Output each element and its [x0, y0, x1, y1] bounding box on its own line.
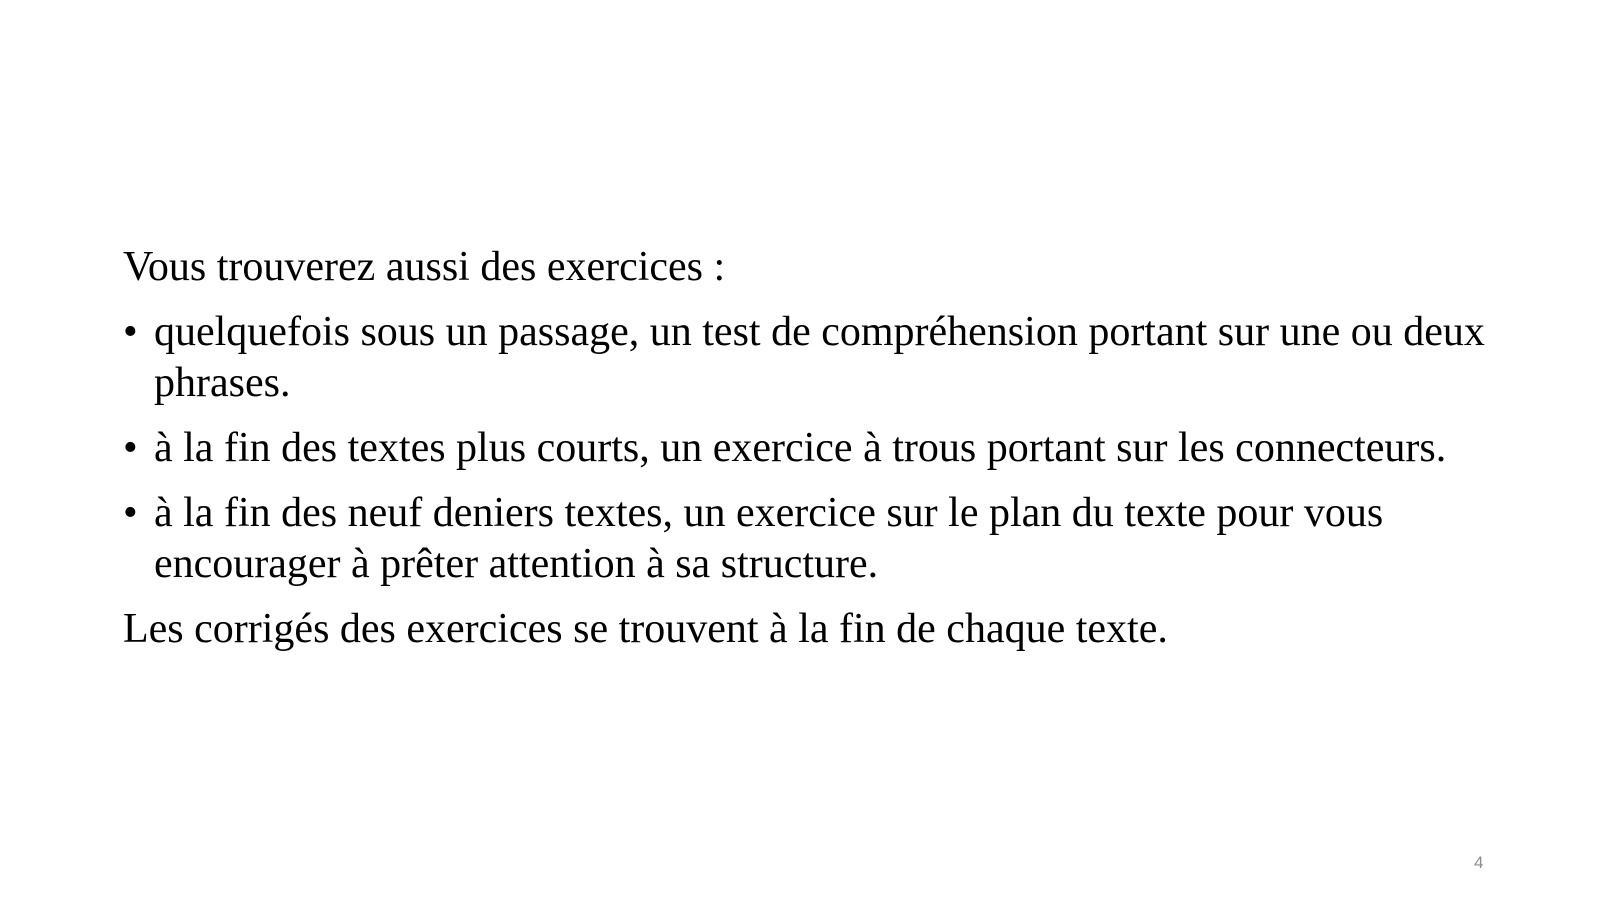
list-item-text: quelquefois sous un passage, un test de compréhension portant sur une ou deux phrases. — [154, 309, 1485, 406]
list-item — [123, 423, 1503, 474]
list-item — [123, 307, 1503, 409]
bullet-icon: • — [123, 425, 138, 471]
slide-body — [123, 242, 1503, 655]
exercise-list — [123, 307, 1503, 590]
bullet-icon: • — [123, 490, 138, 536]
list-item-text: à la fin des neuf deniers textes, un exercice sur le plan du texte pour vous encourager à prêter attention à sa structure. — [154, 490, 1384, 587]
list-item-text: à la fin des textes plus courts, un exercice à trous portant sur les connecteurs. — [154, 425, 1447, 471]
page-number: 4 — [1474, 853, 1484, 872]
bullet-icon: • — [123, 309, 138, 355]
list-item — [123, 488, 1503, 590]
intro-text: Vous trouverez aussi des exercices : — [123, 244, 726, 290]
conclusion-text: Les corrigés des exercices se trouvent à la fin de chaque texte. — [123, 606, 1168, 652]
